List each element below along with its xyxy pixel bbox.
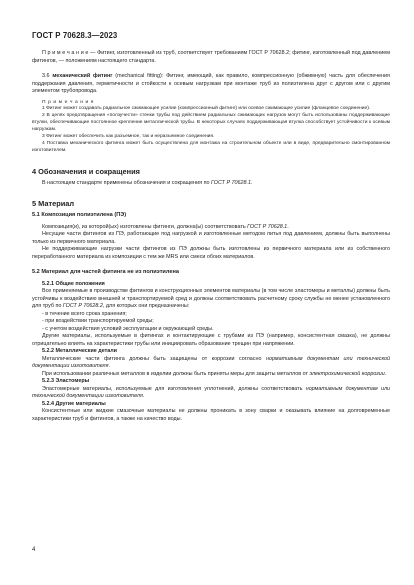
subsection-5-1-paragraph-3: Не поддерживающие нагрузки части фитингов из ПЭ должны быть изготовлены из первичного материала или из собственного переработанного материала из композиции с тем же MRS или смеси обоих материалов. bbox=[32, 246, 390, 260]
paragraph-end: . bbox=[384, 370, 387, 377]
subsection-5-2-2-paragraph-2 bbox=[32, 371, 390, 379]
list-item: - при воздействии транспортируемой среды; bbox=[42, 318, 154, 325]
subsection-5-2-2-heading: 5.2.2 Металлические детали bbox=[42, 348, 117, 355]
section-4-heading: 4 Обозначения и сокращения bbox=[32, 166, 140, 176]
page-number: 4 bbox=[32, 547, 36, 553]
list-item: - с учетом воздействия условий эксплуатации и окружающей среды. bbox=[42, 325, 214, 332]
emphasized-text: нормативным документам или технической документации изготовителя bbox=[32, 355, 390, 370]
term-name: механический фитинг bbox=[52, 73, 113, 79]
note-text: — Фитинг, изготовленный из труб, соответствует требованиям ГОСТ Р 70628.2; фитинг, изготовленный под давлением фитингов, — положениям настоящего стандарта. bbox=[32, 50, 390, 64]
note-paragraph bbox=[32, 50, 390, 65]
document-body bbox=[32, 50, 390, 423]
list-item: - в течение всего срока хранения; bbox=[42, 310, 127, 317]
paragraph-text: Все применяемые в производстве фитингов и конструкционных элементов материалы (в том числе эластомеры и металлы) должны быть устойчивы к воздействию внешней и транспортируемой сред и должны соответствовать расчетному сроку службы не менее установленного для труб по bbox=[32, 288, 390, 310]
paragraph-end: . bbox=[142, 393, 145, 400]
paragraph-text: Композиция(и), из которой(ых) изготовлены фитинги, должна(ы) соответствовать bbox=[42, 223, 248, 230]
section-4-text-end: . bbox=[251, 179, 253, 186]
standard-reference: ГОСТ Р 70628.2 bbox=[62, 303, 103, 310]
term-english: (mechanical fitting) bbox=[112, 73, 162, 79]
note-item-1: 1 Фитинг может создавать радиальное сжимающее усилие (компрессионный фитинг) или осевое сжимающее усилие (фланцевое соединение). bbox=[42, 106, 371, 112]
emphasized-text: электрохимической коррозии bbox=[309, 370, 385, 377]
paragraph-end: . bbox=[108, 363, 110, 370]
subsection-5-2-1-paragraph-1 bbox=[32, 288, 390, 311]
subsection-5-2-1-heading: 5.2.1 Общие положения bbox=[42, 280, 105, 287]
subsection-5-2-3-paragraph bbox=[32, 386, 390, 401]
subsection-5-2-4-heading: 5.2.4 Другие материалы bbox=[42, 400, 106, 407]
notes-heading: П р и м е ч а н и я bbox=[42, 99, 95, 105]
subsection-5-2-1-paragraph-2: Другие материалы, используемые в фитингах и контактирующие с трубами из ПЭ (например, консистентная смазка), не должны отрицательно влиять на характеристики трубы или инициировать образование трещин при напряжении. bbox=[32, 333, 390, 347]
subsection-5-1-paragraph-2: Несущие части фитингов из ПЭ, работающие под нагрузкой и изготовленные методом литья под давлением, должны быть выполнены только из первичного материала. bbox=[32, 231, 390, 245]
standard-reference: ГОСТ Р 70628.1 bbox=[247, 223, 288, 230]
subsection-5-2-2-paragraph-1 bbox=[32, 356, 390, 371]
paragraph-text: Эластомерные материалы, используемые для изготовления уплотнений, должны соответствовать bbox=[42, 385, 306, 392]
term-definition-3-6 bbox=[32, 73, 390, 96]
note-item-2: 2 В целях предотвращения «ползучести» стенки трубы под действием радиальных сжимающих нагрузок могут быть использованы поддерживающие втулки, обеспечивающие постоянное крепление металлической трубы. В некоторых случаях поддерживающая втулка способствует устойчивости к осевым нагрузкам. bbox=[32, 113, 390, 133]
emphasized-text: нормативным документам или технической документации изготовителя bbox=[32, 385, 391, 400]
standard-reference: ГОСТ Р 70628.1 bbox=[211, 179, 252, 186]
term-definition-text: : Фитинг, имеющий, как правило, компрессионную (обжимную) часть для обеспечения поддержания давления, герметичности и стойкости к осевым нагрузкам при монтаже труб из полиэтилена друг с другом или с другим элементом трубопровода. bbox=[32, 73, 390, 94]
subsection-5-2-4-paragraph: Консистентные или жидкие смазочные материалы не должны проникать в зону сварки и оказывать влияние на долговременные характеристики труб и фитингов, а также на качество воды. bbox=[32, 408, 390, 422]
note-label: П р и м е ч а н и е bbox=[42, 50, 89, 56]
paragraph-end: , для которых они предназначены: bbox=[102, 303, 190, 310]
section-5-heading: 5 Материал bbox=[32, 199, 75, 209]
section-4-text bbox=[32, 180, 390, 188]
subsection-5-1-heading: 5.1 Композиция полиэтилена (ПЭ) bbox=[32, 212, 127, 219]
document-header: ГОСТ Р 70628.3—2023 bbox=[32, 31, 118, 40]
subsection-5-2-3-heading: 5.2.3 Эластомеры bbox=[42, 378, 90, 385]
paragraph-end: . bbox=[287, 223, 289, 230]
note-item-3: 3 Фитинг может обеспечить как разъемное, так и неразъемное соединения. bbox=[42, 134, 215, 140]
paragraph-text: Металлические части фитинга должны быть защищены от коррозии согласно bbox=[42, 355, 266, 362]
note-item-4: 4 Поставка механического фитинга может быть осуществлена для монтажа на строительном объекте или в виде, предварительно смонтированном изготовителем. bbox=[32, 140, 390, 153]
subsection-5-2-heading: 5.2 Материал для частей фитинга не из полиэтилена bbox=[32, 269, 179, 276]
paragraph-text: При использовании различных металлов в изделии должны быть приняты меры для защиты металлов от bbox=[42, 370, 310, 377]
term-number: 3.6 bbox=[42, 73, 53, 79]
section-4-text-part: В настоящем стандарте применены обозначения и сокращения по bbox=[42, 179, 211, 186]
